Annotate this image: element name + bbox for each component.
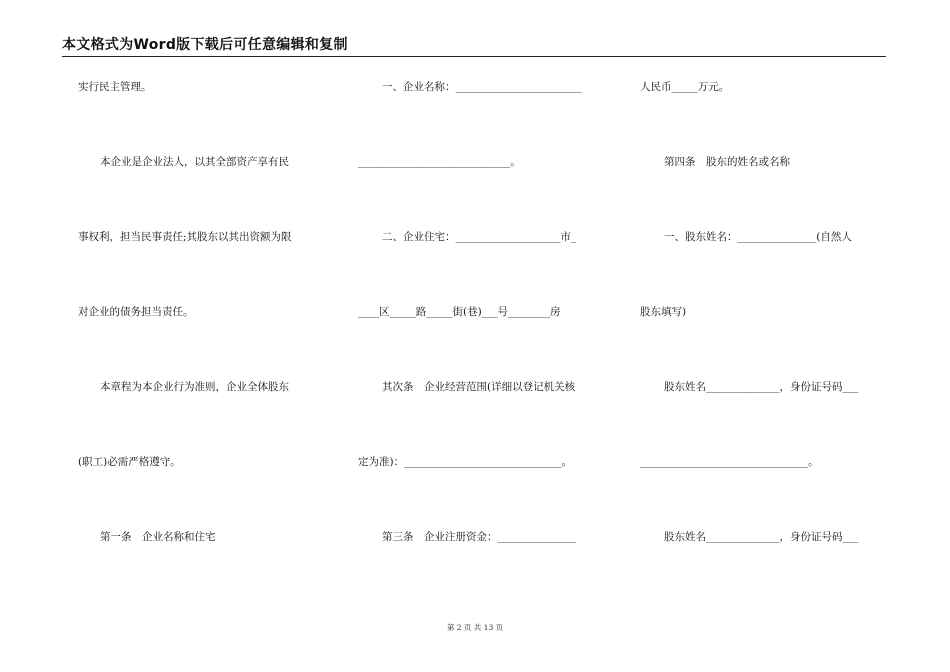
text-line: 二、企业住宅：____________________市_ [382, 231, 577, 243]
text-line: 一、企业名称：________________________ [382, 81, 582, 93]
text-line: 本章程为本企业行为准则，企业全体股东 [100, 381, 289, 393]
header-title: 本文格式为Word版下载后可任意编辑和复制 [62, 37, 348, 53]
page-number: 第 2 页 共 13 页 [446, 623, 504, 632]
text-line: 事权利，担当民事责任;其股东以其出资额为限 [78, 231, 292, 243]
text-line: 对企业的债务担当责任。 [78, 306, 194, 318]
text-line: 实行民主管理。 [78, 81, 152, 93]
page-footer [0, 622, 950, 633]
text-line: 第一条 企业名称和住宅 [100, 531, 216, 543]
text-line: 其次条 企业经营范围(详细以登记机关核 [382, 381, 576, 393]
text-line: 股东姓名______________，身份证号码___ [664, 531, 859, 543]
text-line: ____区_____路_____街(巷)___号________房 [358, 306, 561, 318]
document-header [62, 34, 886, 57]
text-line: 人民币_____万元。 [640, 81, 730, 93]
text-line: 股东填写) [640, 306, 687, 318]
text-line: _____________________________。 [358, 156, 521, 168]
text-line: 本企业是企业法人，以其全部资产享有民 [100, 156, 289, 168]
text-line: 股东姓名______________，身份证号码___ [664, 381, 859, 393]
text-line: 第四条 股东的姓名或名称 [664, 156, 790, 168]
text-line: 一、股东姓名：_______________(自然人 [664, 231, 852, 243]
text-line: ________________________________。 [640, 456, 819, 468]
text-line: 定为准)：______________________________。 [358, 456, 573, 468]
text-line: 第三条 企业注册资金：_______________ [382, 531, 577, 543]
text-line: (职工)必需严格遵守。 [78, 456, 181, 468]
